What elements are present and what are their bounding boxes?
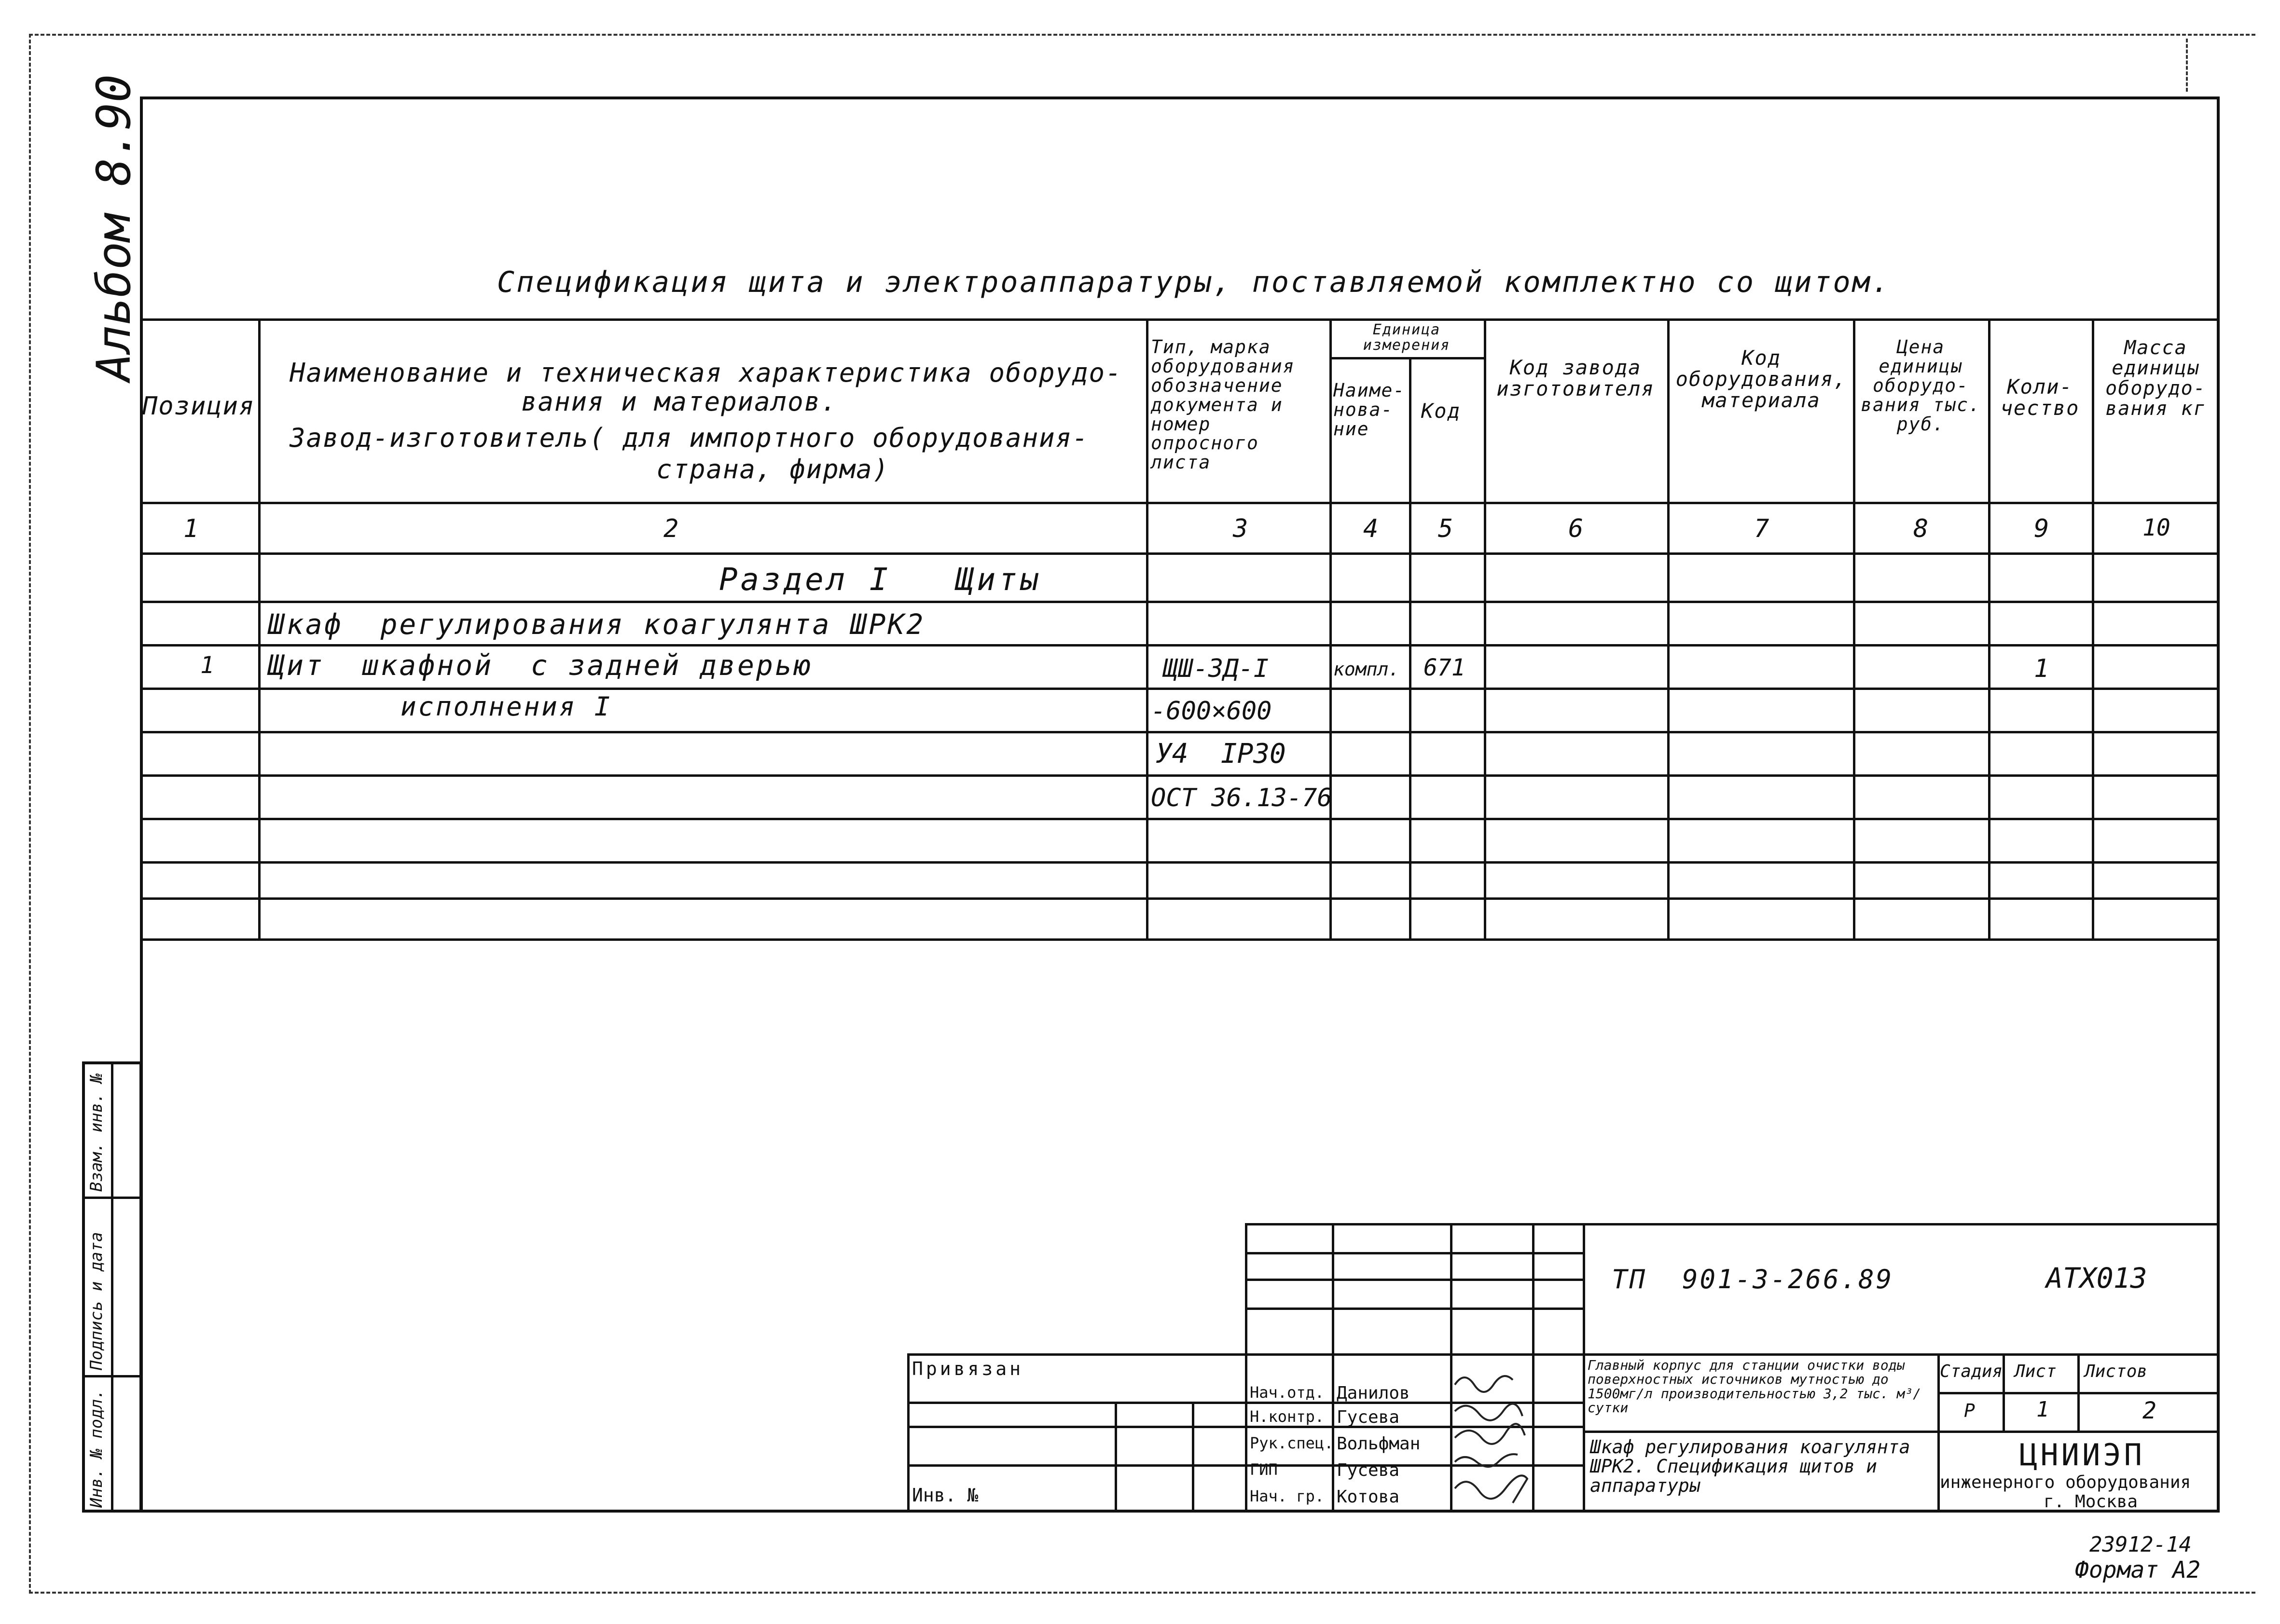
sheet-desc: Шкаф регулирования коагулянта ШРК2. Спецификация щитов и аппаратуры <box>1590 1436 1910 1496</box>
header-qty: Коли-чество <box>2000 375 2080 420</box>
sheets-label: Листов <box>2085 1362 2148 1381</box>
page-title: Спецификация щита и электроаппаратуры, поставляемой комплектно со щитом. <box>497 265 1891 299</box>
col-num-8: 8 <box>1913 514 1929 543</box>
col-num-4: 4 <box>1363 514 1379 543</box>
doc-code: ТП 901-3-266.89 <box>1612 1264 1894 1294</box>
col-num-9: 9 <box>2034 514 2049 543</box>
album-label: Альбом 8.90 <box>87 74 141 381</box>
privyazan-label: Привязан <box>912 1358 1024 1379</box>
header-unit-name: Наиме-нова-ние <box>1333 380 1406 440</box>
name-4: Котова <box>1337 1487 1400 1507</box>
row-1-type: ЩШ-3Д-I <box>1163 654 1269 683</box>
sheets-value: 2 <box>2142 1397 2156 1424</box>
sheet-code: АТХ013 <box>2046 1262 2147 1294</box>
name-2: Вольфман <box>1337 1434 1421 1454</box>
sheet-label: Лист <box>2015 1362 2057 1381</box>
col-num-10: 10 <box>2142 514 2170 541</box>
col-num-1: 1 <box>183 514 199 543</box>
row-4-type: ОСТ 36.13-76 <box>1151 784 1332 812</box>
row-1-unit: компл. <box>1333 659 1400 680</box>
row-2-type: -600×600 <box>1151 697 1272 726</box>
row-2-name: исполнения I <box>401 691 612 722</box>
row-cabinet-name: Шкаф регулирования коагулянта ШРК2 <box>268 608 926 641</box>
stage-label: Стадия <box>1940 1362 2003 1381</box>
header-factory-code: Код завода изготовителя <box>1496 356 1655 401</box>
org-line2: инженерного оборудования <box>1940 1473 2191 1492</box>
signatures <box>1450 1370 1534 1510</box>
side-stamp-sign: Подпись и дата <box>87 1232 106 1370</box>
role-4: Нач. гр. <box>1250 1487 1325 1505</box>
row-1-qty: 1 <box>2034 654 2049 683</box>
corner-mark <box>2186 39 2231 92</box>
bottom-code: 23912-14 <box>2089 1532 2192 1557</box>
row-1-pos: 1 <box>200 652 214 679</box>
header-price: Цена единицы оборудо-вания тыс. руб. <box>1861 336 1981 435</box>
side-stamp-inv: Инв. № подл. <box>87 1389 106 1508</box>
header-name-1: Наименование и техническая характеристика оборудо- <box>290 358 1122 388</box>
row-1-code: 671 <box>1423 654 1465 681</box>
col-num-7: 7 <box>1754 514 1769 543</box>
header-unit-code: Код <box>1421 399 1461 423</box>
header-position: Позиция <box>142 392 255 421</box>
inv-no-label: Инв. № <box>912 1485 979 1506</box>
header-name-2: вания и материалов. <box>521 386 838 417</box>
project-desc: Главный корпус для станции очистки воды поверхностных источников мутностью до 1500мг/л производительностью 3,2 тыс. м³/сутки <box>1588 1357 1921 1416</box>
header-name-4: страна, фирма) <box>656 454 890 484</box>
name-0: Данилов <box>1337 1383 1410 1403</box>
name-1: Гусева <box>1337 1407 1400 1427</box>
role-0: Нач.отд. <box>1250 1383 1325 1402</box>
side-stamp-replace: Взам. инв. № <box>87 1073 106 1192</box>
org-line3: г. Москва <box>2044 1492 2138 1512</box>
org-line1: ЦНИИЭП <box>2019 1437 2145 1473</box>
col-num-2: 2 <box>663 514 679 543</box>
row-3-type: У4 IP30 <box>1156 738 1286 770</box>
col-num-6: 6 <box>1568 514 1584 543</box>
format-label: Формат А2 <box>2075 1556 2201 1583</box>
role-1: Н.контр. <box>1250 1407 1325 1426</box>
header-equip-code: Код оборудования, материала <box>1675 346 1847 413</box>
sheet-value: 1 <box>2036 1397 2049 1422</box>
col-num-3: 3 <box>1233 514 1248 543</box>
col-num-5: 5 <box>1438 514 1453 543</box>
name-3: Гусева <box>1337 1460 1400 1480</box>
row-1-name: Щит шкафной с задней дверью <box>268 649 813 682</box>
role-2: Рук.спец. <box>1250 1434 1334 1452</box>
header-unit-group: Единица измерения <box>1363 321 1451 354</box>
role-3: ГИП <box>1250 1460 1278 1479</box>
header-name-3: Завод-изготовитель( для импортного оборудования- <box>290 423 1089 453</box>
section-heading: Раздел I Щиты <box>719 562 1041 598</box>
header-type: Тип, марка оборудования обозначение документа и номер опросного листа <box>1151 336 1295 473</box>
stage-value: Р <box>1964 1400 1975 1421</box>
header-mass: Масса единицы оборудо-вания кг <box>2105 337 2206 420</box>
